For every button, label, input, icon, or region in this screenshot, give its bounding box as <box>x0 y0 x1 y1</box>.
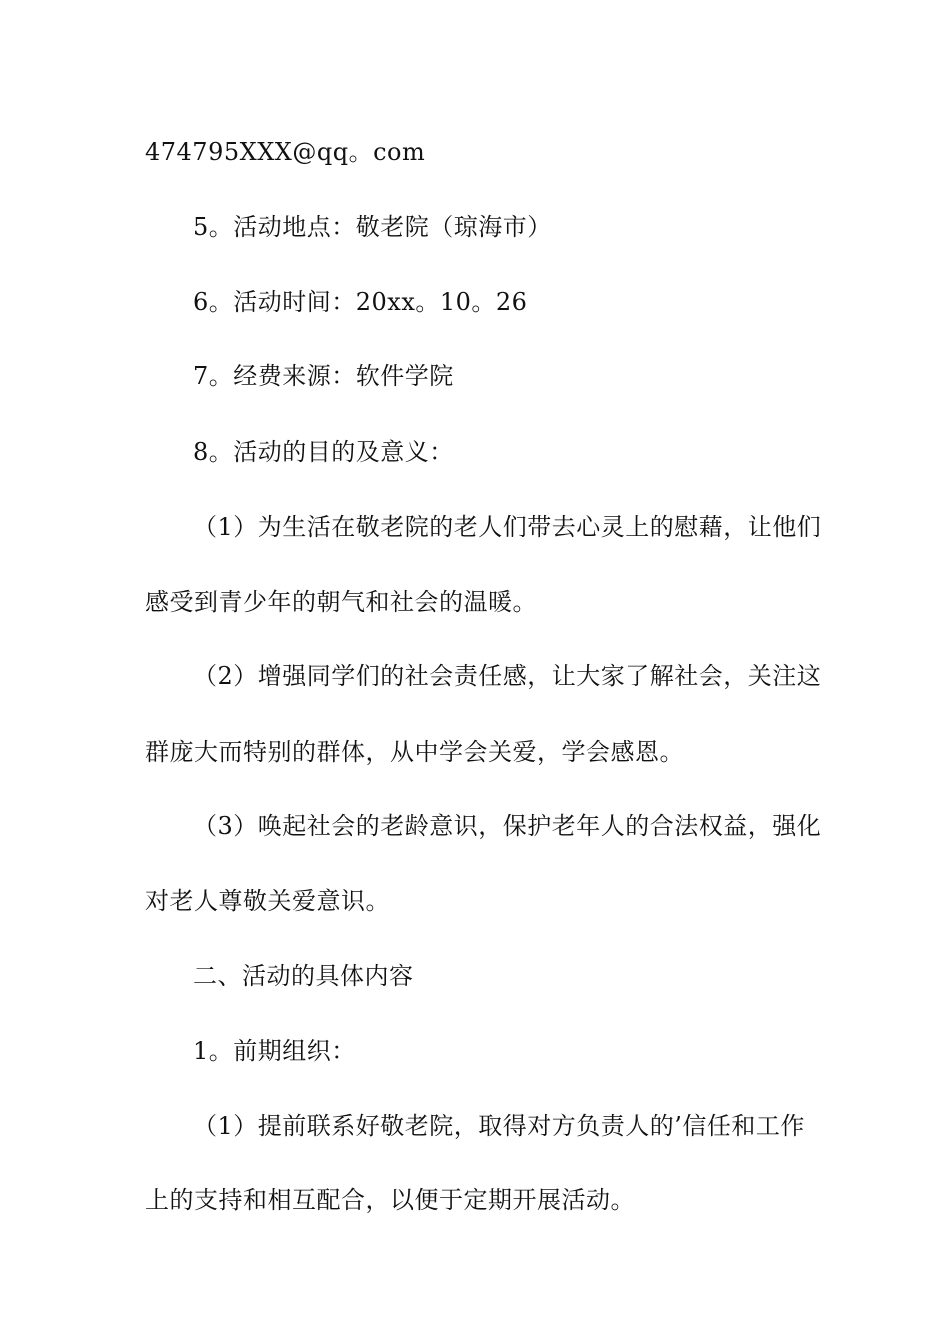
purpose-heading: 8。活动的目的及意义： <box>193 438 454 466</box>
organization-item-1-line-2: 上的支持和相互配合，以便于定期开展活动。 <box>145 1186 635 1214</box>
purpose-item-2-line-1: （2）增强同学们的社会责任感，让大家了解社会，关注这 <box>193 662 822 690</box>
activity-time-line: 6。活动时间：20xx。10。26 <box>193 288 528 316</box>
purpose-item-1-line-1: （1）为生活在敬老院的老人们带去心灵上的慰藉，让他们 <box>193 513 822 541</box>
contact-email-line: 474795XXX@qq。com <box>145 138 426 166</box>
purpose-item-3-line-2: 对老人尊敬关爱意识。 <box>145 887 390 915</box>
organization-item-1-line-1: （1）提前联系好敬老院，取得对方负责人的’信任和工作 <box>193 1112 805 1140</box>
purpose-item-3-line-1: （3）唤起社会的老龄意识，保护老年人的合法权益，强化 <box>193 812 822 840</box>
section-two-heading: 二、活动的具体内容 <box>193 962 414 990</box>
purpose-item-2-line-2: 群庞大而特别的群体，从中学会关爱，学会感恩。 <box>145 738 684 766</box>
activity-location-line: 5。活动地点：敬老院（琼海市） <box>193 213 552 241</box>
funding-source-line: 7。经费来源：软件学院 <box>193 362 454 390</box>
purpose-item-1-line-2: 感受到青少年的朝气和社会的温暖。 <box>145 588 537 616</box>
early-organization-heading: 1。前期组织： <box>193 1037 356 1065</box>
